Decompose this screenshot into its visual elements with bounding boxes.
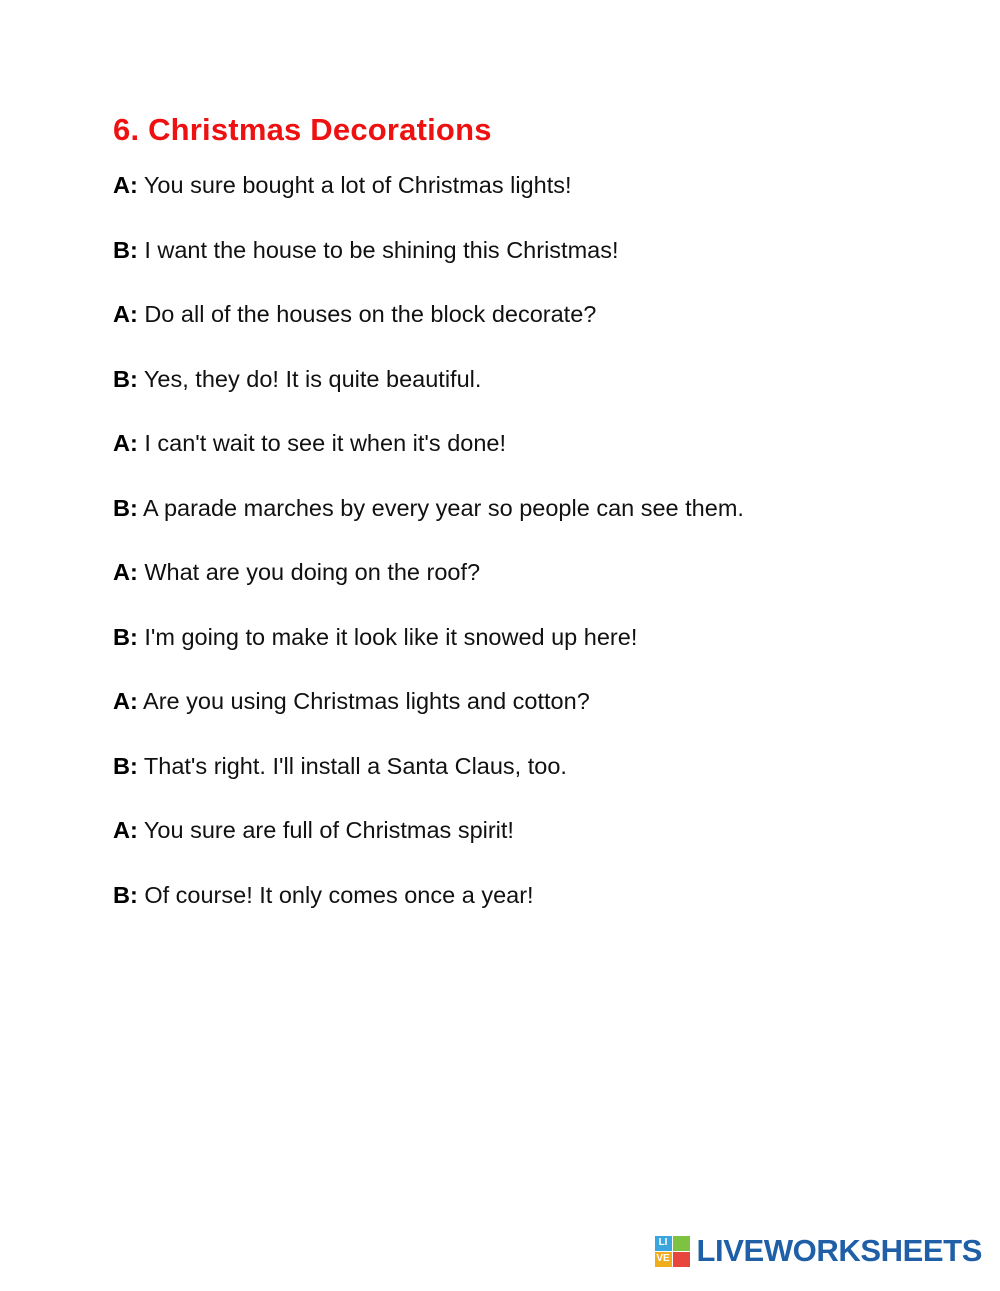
speaker-label: A: [113,172,138,198]
dialogue-text: I want the house to be shining this Christmas! [144,236,619,263]
dialogue-line [113,299,838,330]
dialogue-line [113,235,838,266]
speaker-label: B: [113,882,138,909]
dialogue-line [113,751,838,782]
dialogue-line [113,686,838,717]
brand-name: LIVEWORKSHEETS [696,1233,982,1268]
dialogue-text: Do all of the houses on the block decorate? [144,301,597,328]
dialogue-line [113,364,838,395]
speaker-label: B: [113,623,138,650]
liveworksheets-logo [655,1233,982,1269]
speaker-label: A: [113,817,138,844]
dialogue-text: A parade marches by every year so people can see them. [143,494,744,521]
speaker-label: A: [113,301,138,328]
liveworksheets-logo-icon [655,1236,690,1267]
dialogue-line [113,880,838,911]
dialogue-text: Yes, they do! It is quite beautiful. [143,365,482,392]
speaker-label: B: [113,365,138,392]
dialogue-text: Are you using Christmas lights and cotton? [143,688,590,715]
worksheet-content [113,112,873,911]
page-title: 6. Christmas Decorations [113,112,492,147]
speaker-label: B: [113,236,138,263]
dialogue-text: Of course! It only comes once a year! [144,882,534,909]
speaker-label: B: [113,752,138,779]
dialogue-line [113,428,838,459]
dialogue-line [113,622,838,653]
dialogue-line [113,493,838,524]
dialogue-line [113,170,838,201]
logo-cell-li: LI [655,1236,672,1251]
dialogue-text: What are you doing on the roof? [144,559,481,586]
speaker-label: A: [113,559,138,586]
logo-cell-ve: VE [655,1252,672,1267]
logo-cell-blank-top [673,1236,690,1251]
dialogue-text: That's right. I'll install a Santa Claus, too. [143,752,567,779]
dialogue-text: I'm going to make it look like it snowed up here! [144,623,638,650]
dialogue-line [113,557,838,588]
dialogue-text: You sure are full of Christmas spirit! [143,817,514,844]
logo-cell-blank-bottom [673,1252,690,1267]
dialogue-line [113,815,838,846]
speaker-label: B: [113,494,138,521]
dialogue-text: You sure bought a lot of Christmas lights! [143,172,572,198]
speaker-label: A: [113,430,138,457]
dialogue-text: I can't wait to see it when it's done! [144,430,506,457]
speaker-label: A: [113,688,138,715]
